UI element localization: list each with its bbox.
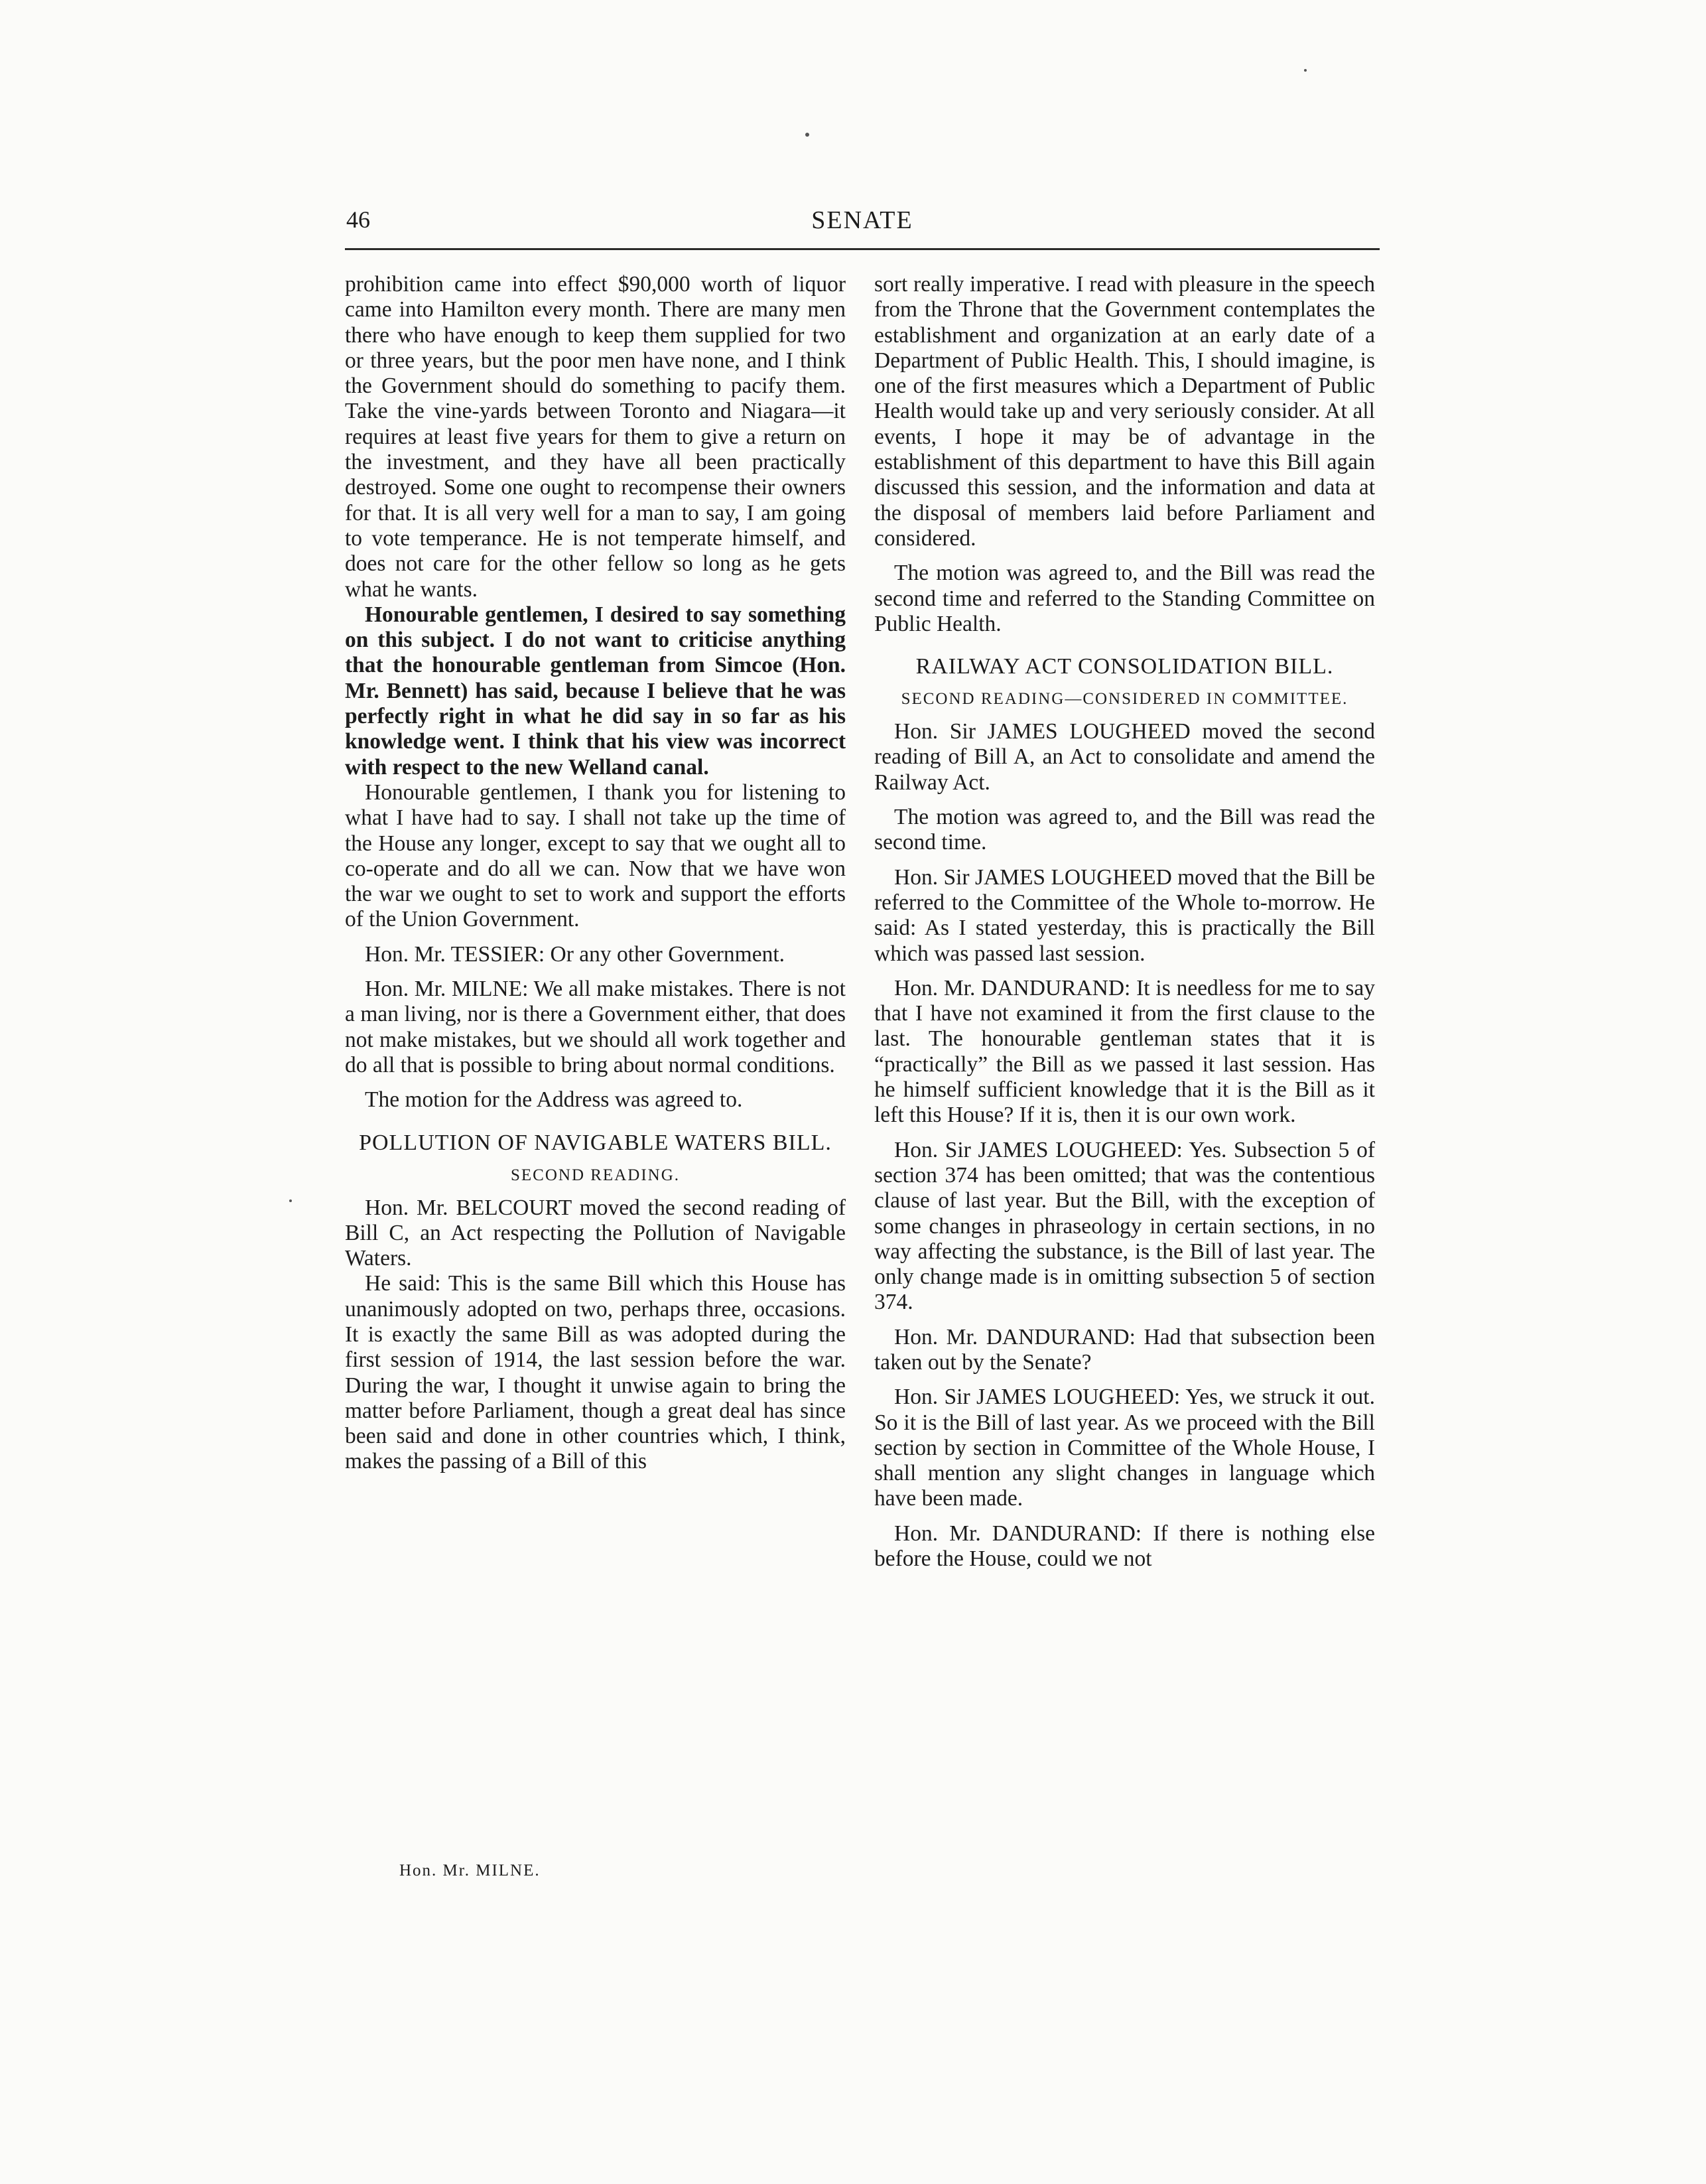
paragraph: Hon. Mr. DANDURAND: Had that subsection been taken out by the Senate? [874, 1324, 1375, 1375]
right-column [874, 272, 1375, 1572]
page-number: 46 [346, 206, 370, 233]
section-heading: RAILWAY ACT CONSOLIDATION BILL. [915, 654, 1334, 679]
paragraph: Hon. Sir JAMES LOUGHEED moved that the Bill be referred to the Committee of the Whole to-morrow. He said: As I stated yesterday, this is practically the Bill which was passed last session. [874, 864, 1375, 966]
paragraph: The motion for the Address was agreed to. [365, 1087, 743, 1113]
footer-speaker-name: Hon. Mr. MILNE. [399, 1862, 541, 1879]
scan-speck [289, 1199, 292, 1202]
paragraph: The motion was agreed to, and the Bill was read the second time. [874, 805, 1375, 855]
section-subheading: SECOND READING. [511, 1166, 680, 1184]
header-rule [345, 248, 1380, 250]
paragraph: Hon. Mr. MILNE: We all make mistakes. There is not a man living, nor is there a Government either, that does not make mistakes, but we should all work together and do all that is possible to bring about normal conditions. [345, 977, 846, 1077]
scan-speck [1304, 69, 1307, 72]
paragraph: Honourable gentlemen, I thank you for listening to what I have had to say. I shall not take up the time of the House any longer, except to say that we ought all to co-operate and do all we can. Now that we have won the war we ought to set to work and support the efforts of the Union Government. [345, 780, 846, 932]
page-header [345, 200, 1380, 240]
scan-speck [805, 133, 809, 137]
left-column [345, 272, 846, 1475]
paragraph: Honourable gentlemen, I desired to say something on this subject. I do not want to criticise anything that the honourable gentleman from Simcoe (Hon. Mr. Bennett) has said, because I believe that he was perfectly right in what he did say in so far as his knowledge went. I think that his view was incorrect with respect to the new Welland canal. [345, 602, 846, 780]
paragraph: He said: This is the same Bill which this House has unanimously adopted on two, perhaps three, occasions. It is exactly the same Bill as was adopted during the first session of 1914, the last session before the war. During the war, I thought it unwise again to bring the matter before Parliament, though a great deal has since been said and done in other countries which, I think, makes the passing of a Bill of this [345, 1271, 846, 1474]
paragraph: sort really imperative. I read with pleasure in the speech from the Throne that the Government contemplates the establishment and organization at an early date of a Department of Public Health. This, I should imagine, is one of the first measures which a Department of Public Health would take up and very seriously consider. At all events, I hope it may be of advantage in the establishment of this department to have this Bill again discussed this session, and the information and data at the disposal of members laid before Parliament and considered. [874, 272, 1375, 551]
paragraph: Hon. Mr. DANDURAND: It is needless for me to say that I have not examined it from the first clause to the last. The honourable gentleman states that it is “practically” the Bill as we passed it last session. Has he himself sufficient knowledge that it is the Bill as it left this House? If it is, then it is our own work. [874, 975, 1375, 1128]
paragraph: prohibition came into effect $90,000 worth of liquor came into Hamilton every month. There are many men there who have enough to keep them supplied for two or three years, but the poor men have none, and I think the Government should do something to pacify them. Take the vine-yards between Toronto and Niagara—it requires at least five years for them to give a return on the investment, and they have all been practically destroyed. Some one ought to recompense their owners for that. It is all very well for a man to say, I am going to vote temperance. He is not temperate himself, and does not care for the other fellow so long as he gets what he wants. [345, 272, 846, 602]
paragraph: Hon. Mr. DANDURAND: If there is nothing else before the House, could we not [874, 1521, 1375, 1572]
paragraph: Hon. Mr. BELCOURT moved the second reading of Bill C, an Act respecting the Pollution of Navigable Waters. [345, 1195, 846, 1271]
running-title: SENATE [811, 206, 913, 234]
paragraph: Hon. Sir JAMES LOUGHEED: Yes, we struck it out. So it is the Bill of last year. As we proceed with the Bill section by section in Committee of the Whole House, I shall mention any slight changes in language which have been made. [874, 1385, 1375, 1511]
paragraph: Hon. Sir JAMES LOUGHEED: Yes. Subsection 5 of section 374 has been omitted; that was the contentious clause of last year. But the Bill, with the exception of some changes in phraseology in certain sections, in no way affecting the substance, is the Bill of last year. The only change made is in omitting subsection 5 of section 374. [874, 1137, 1375, 1315]
paragraph: Hon. Sir JAMES LOUGHEED moved the second reading of Bill A, an Act to consolidate and amend the Railway Act. [874, 719, 1375, 795]
section-heading: POLLUTION OF NAVIGABLE WATERS BILL. [359, 1130, 832, 1155]
section-subheading: SECOND READING—CONSIDERED IN COMMITTEE. [901, 690, 1348, 709]
paragraph: Hon. Mr. TESSIER: Or any other Government. [365, 941, 785, 967]
paragraph: The motion was agreed to, and the Bill was read the second time and referred to the Standing Committee on Public Health. [874, 561, 1375, 636]
